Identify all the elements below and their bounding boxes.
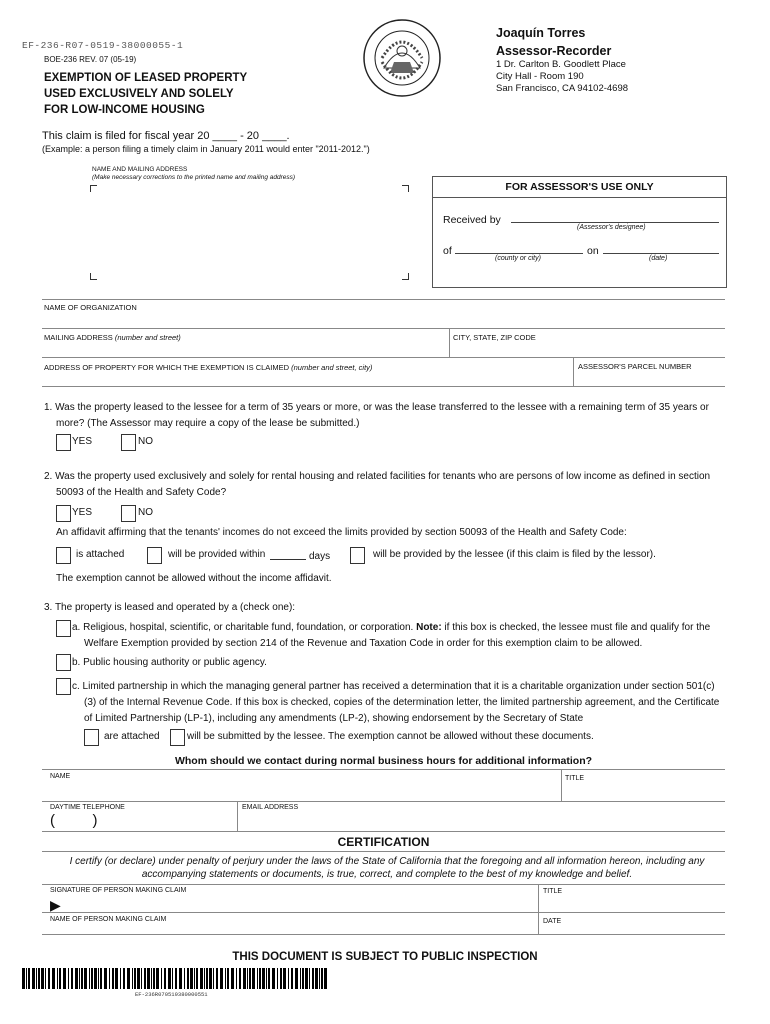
q3a-note-text: if this box is checked, the lessee must file and qualify for the <box>441 622 711 633</box>
q1-yes-checkbox[interactable] <box>56 434 71 451</box>
fiscal-year-line[interactable]: This claim is filed for fiscal year 20 ____ - 20 ____. <box>42 130 290 142</box>
mailing-address-input[interactable] <box>42 343 447 356</box>
q3c-line-2: (3) of the Internal Revenue Code. If this box is checked, copies of the determination letter, the limited partnership agreement, and the Certificate <box>84 697 720 708</box>
q2-no-checkbox[interactable] <box>121 505 136 522</box>
form-revision: BOE-236 REV. 07 (05-19) <box>44 55 137 64</box>
assessor-address-line-1: 1 Dr. Carlton B. Goodlett Place <box>496 59 626 70</box>
received-by-line[interactable] <box>511 222 719 223</box>
org-rule-top <box>42 299 725 300</box>
fiscal-year-example: (Example: a person filing a timely claim in January 2011 would enter "2011-2012.") <box>42 144 370 154</box>
barcode-bar <box>239 968 241 989</box>
barcode-bar <box>109 968 110 989</box>
question-2-line-1: 2. Was the property used exclusively and solely for rental housing and related facilities for tenants who are persons of low income as defined in section <box>44 471 711 482</box>
org-name-input[interactable] <box>42 314 725 328</box>
barcode-bar <box>225 968 226 989</box>
city-state-zip-input[interactable] <box>452 343 724 356</box>
barcode-bar <box>194 968 195 989</box>
q3a-checkbox[interactable] <box>56 620 71 637</box>
contact-rule-2 <box>42 801 725 802</box>
barcode-bar <box>147 968 150 989</box>
barcode-bar <box>175 968 177 989</box>
contact-email-input[interactable] <box>242 814 724 830</box>
assessor-address-line-2: City Hall - Room 190 <box>496 71 584 82</box>
barcode-bar <box>120 968 121 989</box>
parcel-number-input[interactable] <box>577 372 724 385</box>
certification-heading: CERTIFICATION <box>337 835 430 849</box>
affidavit-text: An affidavit affirming that the tenants' incomes do not exceed the limits provided by section 50093 of the Health and Safety Code: <box>56 527 627 538</box>
contact-heading: Whom should we contact during normal business hours for additional information? <box>174 755 593 767</box>
barcode-bar <box>262 968 265 989</box>
parcel-number-label: ASSESSOR'S PARCEL NUMBER <box>578 362 692 371</box>
barcode-bar <box>59 968 61 989</box>
barcode-bar <box>98 968 99 989</box>
affidavit-attached-label: is attached <box>76 549 125 560</box>
county-line[interactable] <box>455 253 583 254</box>
public-inspection-notice: THIS DOCUMENT IS SUBJECT TO PUBLIC INSPECTION <box>232 951 538 963</box>
barcode-bar <box>206 968 208 989</box>
q3a-line-1 <box>72 620 710 636</box>
property-address-input[interactable] <box>42 372 570 385</box>
signature-rule-top <box>42 884 725 885</box>
barcode-bar <box>252 968 255 989</box>
claimant-name-label: NAME OF PERSON MAKING CLAIM <box>50 916 167 923</box>
mailing-label-title: NAME AND MAILING ADDRESS <box>92 166 188 173</box>
barcode-bar <box>309 968 310 989</box>
q1-no-checkbox[interactable] <box>121 434 136 451</box>
barcode-bar <box>179 968 182 989</box>
label-corner-bl <box>90 273 97 280</box>
org-rule-3 <box>42 357 725 358</box>
barcode-bar <box>28 968 30 989</box>
mailing-label-caption <box>92 166 295 182</box>
barcode-bar <box>312 968 314 989</box>
barcode-bar <box>283 968 286 989</box>
barcode-bar <box>115 968 118 989</box>
barcode-bar <box>164 968 166 989</box>
barcode-bar <box>213 968 214 989</box>
signature-label: SIGNATURE OF PERSON MAKING CLAIM <box>50 887 187 894</box>
barcode-bar <box>321 968 323 989</box>
affidavit-note: The exemption cannot be allowed without the income affidavit. <box>56 573 332 584</box>
certification-date-input[interactable] <box>542 926 724 934</box>
contact-name-input[interactable] <box>44 783 558 799</box>
barcode-bar <box>305 968 308 989</box>
certification-text <box>42 855 732 881</box>
form-title-line-3: FOR LOW-INCOME HOUSING <box>44 104 205 116</box>
contact-name-label: NAME <box>50 773 71 780</box>
certification-text-line-2: accompanying statements or documents, is true, correct, and complete to the best of my knowledge and belief. <box>141 869 633 880</box>
q3a-line-2: Welfare Exemption provided by section 214 of the Revenue and Taxation Code in order for this exemption claim to be allowed. <box>84 638 643 649</box>
contact-phone-divider <box>237 801 238 831</box>
barcode-bar <box>161 968 162 989</box>
barcode-bar <box>153 968 155 989</box>
barcode-bar <box>144 968 146 989</box>
q3a-note-label: Note: <box>416 622 442 633</box>
contact-title-label: TITLE <box>565 775 585 782</box>
barcode-bar <box>81 968 83 989</box>
assessor-address-line-3: San Francisco, CA 94102-4698 <box>496 83 629 94</box>
certification-title-input[interactable] <box>542 898 724 911</box>
affidavit-attached-checkbox[interactable] <box>56 547 71 564</box>
city-seal-logo <box>362 18 442 98</box>
question-2-line-2: 50093 of the Health and Safety Code? <box>56 487 227 498</box>
barcode-bar <box>315 968 318 989</box>
barcode-graphic <box>22 968 328 989</box>
barcode-bar <box>94 968 97 989</box>
q3c-submitted-checkbox[interactable] <box>170 729 185 746</box>
barcode-bar <box>236 968 237 989</box>
barcode-bar <box>168 968 171 989</box>
barcode-bar <box>41 968 44 989</box>
date-caption: (date) <box>649 255 668 262</box>
barcode-bar <box>132 968 133 989</box>
mailing-address-label <box>44 333 181 342</box>
q3b-checkbox[interactable] <box>56 654 71 671</box>
barcode-bar <box>100 968 102 989</box>
assessor-name: Joaquín Torres <box>496 26 586 40</box>
barcode-bar <box>209 968 212 989</box>
assessor-block <box>496 24 611 60</box>
barcode-bar <box>295 968 298 989</box>
barcode-bar <box>291 968 293 989</box>
q3b-label: b. Public housing authority or public agency. <box>72 657 267 668</box>
barcode-bar <box>137 968 140 989</box>
property-address-note: (number and street, city) <box>291 363 373 372</box>
contact-phone-input[interactable]: ( ) <box>50 812 98 829</box>
contact-title-input[interactable] <box>564 783 724 799</box>
city-state-zip-label: CITY, STATE, ZIP CODE <box>453 333 536 342</box>
affidavit-lessee-checkbox[interactable] <box>350 547 365 564</box>
barcode-bar <box>231 968 234 989</box>
form-title-line-1: EXEMPTION OF LEASED PROPERTY <box>44 72 248 84</box>
barcode-bar <box>104 968 107 989</box>
contact-email-label: EMAIL ADDRESS <box>242 804 299 811</box>
barcode-bar <box>243 968 246 989</box>
barcode-bar <box>196 968 198 989</box>
certification-text-line-1: I certify (or declare) under penalty of perjury under the laws of the State of California that the foregoing and all information hereon, including any <box>69 856 705 867</box>
property-address-text: ADDRESS OF PROPERTY FOR WHICH THE EXEMPTION IS CLAIMED <box>44 363 290 372</box>
barcode-bar <box>22 968 25 989</box>
barcode-bar <box>277 968 278 989</box>
barcode-caption: EF-236R070519380000551 <box>135 991 208 998</box>
barcode-bar <box>57 968 58 989</box>
barcode-bar <box>220 968 223 989</box>
mailing-label-subtitle: (Make necessary corrections to the printed name and mailing address) <box>92 174 296 181</box>
barcode-bar <box>257 968 258 989</box>
affidavit-within-checkbox[interactable] <box>147 547 162 564</box>
barcode-bar <box>91 968 93 989</box>
org-name-label: NAME OF ORGANIZATION <box>44 303 137 312</box>
q3c-line-1: c. Limited partnership in which the managing general partner has received a determination that it is a charitable organization under section 501(c) <box>72 681 715 692</box>
barcode-bar <box>141 968 142 989</box>
mailing-divider <box>449 328 450 357</box>
affidavit-days-input[interactable] <box>270 559 306 560</box>
barcode-bar <box>123 968 125 989</box>
barcode-bar <box>172 968 173 989</box>
mailing-address-text: MAILING ADDRESS <box>44 333 113 342</box>
received-by-label: Received by <box>443 214 501 226</box>
affidavit-lessee-label: will be provided by the lessee (if this claim is filed by the lessor). <box>373 549 656 560</box>
barcode-bar <box>75 968 78 989</box>
org-rule-bottom <box>42 386 725 387</box>
barcode-bar <box>187 968 189 989</box>
q3c-line-3: of Limited Partnership (LP-1), including any amendments (LP-2), showing endorsement by the Secretary of State <box>84 713 584 724</box>
mailing-address-note: (number and street) <box>114 333 181 342</box>
claimant-name-input[interactable] <box>44 925 536 934</box>
assessor-title: Assessor-Recorder <box>496 44 612 58</box>
contact-phone-label: DAYTIME TELEPHONE <box>50 804 125 811</box>
barcode-bar <box>151 968 152 989</box>
barcode-bar <box>71 968 73 989</box>
property-address-label <box>44 363 372 372</box>
barcode-bar <box>216 968 218 989</box>
question-1-line-1: 1. Was the property leased to the lessee for a term of 35 years or more, or was the lease transferred to the lessee with a remaining term of 35 years or <box>44 402 709 413</box>
barcode-bar <box>48 968 50 989</box>
certification-rule <box>42 851 725 852</box>
q2-yes-label: YES <box>72 507 93 518</box>
affidavit-within-label: will be provided within <box>168 549 266 560</box>
q2-no-label: NO <box>138 507 153 518</box>
barcode-bar <box>184 968 185 989</box>
barcode-bar <box>268 968 270 989</box>
barcode-bar <box>156 968 159 989</box>
barcode-bar <box>63 968 66 989</box>
org-rule-2 <box>42 328 725 329</box>
barcode-bar <box>200 968 203 989</box>
barcode-bar <box>190 968 193 989</box>
q3c-attached-label: are attached <box>104 731 160 742</box>
question-1-line-2: more? (The Assessor may require a copy of the lease be submitted.) <box>56 418 360 429</box>
barcode-bar <box>227 968 229 989</box>
barcode-bar <box>280 968 282 989</box>
certification-date-label: DATE <box>543 918 562 925</box>
q3c-submitted-label: will be submitted by the lessee. The exemption cannot be allowed without these documents. <box>187 731 594 742</box>
barcode-bar <box>79 968 80 989</box>
signature-rule-bottom <box>42 934 725 935</box>
date-line[interactable] <box>603 253 719 254</box>
q3a-text: a. Religious, hospital, scientific, or charitable fund, foundation, or corporation. <box>72 622 417 633</box>
barcode-bar <box>324 968 327 989</box>
barcode-bar <box>112 968 114 989</box>
barcode-bar <box>288 968 289 989</box>
barcode-bar <box>36 968 37 989</box>
barcode-bar <box>68 968 69 989</box>
barcode-bar <box>302 968 304 989</box>
signature-rule-2 <box>42 912 725 913</box>
barcode-bar <box>45 968 46 989</box>
barcode-bar <box>272 968 275 989</box>
affidavit-days-label: days <box>309 551 331 562</box>
form-code: EF-236-R07-0519-38000055-1 <box>22 40 184 51</box>
barcode-bar <box>300 968 301 989</box>
assessor-use-header: FOR ASSESSOR'S USE ONLY <box>433 177 726 198</box>
contact-rule-bottom <box>42 831 725 832</box>
certification-title-label: TITLE <box>543 888 563 895</box>
barcode-bar <box>247 968 248 989</box>
barcode-bar <box>266 968 267 989</box>
form-title <box>44 70 247 118</box>
q3c-checkbox[interactable] <box>56 678 71 695</box>
designee-caption: (Assessor's designee) <box>577 224 646 231</box>
parcel-divider <box>573 357 574 386</box>
on-label: on <box>587 245 599 257</box>
question-3-intro: 3. The property is leased and operated by a (check one): <box>44 602 296 613</box>
barcode-bar <box>89 968 90 989</box>
barcode-bar <box>259 968 261 989</box>
label-corner-tr <box>402 185 409 192</box>
signature-divider <box>538 884 539 934</box>
q1-yes-label: YES <box>72 436 93 447</box>
contact-rule-top <box>42 769 725 770</box>
assessor-address <box>496 59 628 95</box>
barcode-bar <box>249 968 251 989</box>
barcode-bar <box>127 968 130 989</box>
barcode-bar <box>38 968 40 989</box>
barcode-bar <box>204 968 205 989</box>
contact-name-divider <box>561 769 562 801</box>
label-corner-tl <box>90 185 97 192</box>
q3c-attached-checkbox[interactable] <box>84 729 99 746</box>
of-label: of <box>443 245 452 257</box>
signature-arrow-icon: ▶ <box>50 897 61 913</box>
barcode-bar <box>84 968 87 989</box>
signature-input[interactable] <box>68 895 536 911</box>
assessor-use-box <box>432 176 727 288</box>
barcode-bar <box>52 968 55 989</box>
county-caption: (county or city) <box>495 255 541 262</box>
barcode-bar <box>134 968 136 989</box>
barcode-bar <box>32 968 35 989</box>
q1-no-label: NO <box>138 436 153 447</box>
label-corner-br <box>402 273 409 280</box>
q2-yes-checkbox[interactable] <box>56 505 71 522</box>
barcode-bar <box>319 968 320 989</box>
barcode-bar <box>26 968 27 989</box>
form-title-line-2: USED EXCLUSIVELY AND SOLELY <box>44 88 234 100</box>
